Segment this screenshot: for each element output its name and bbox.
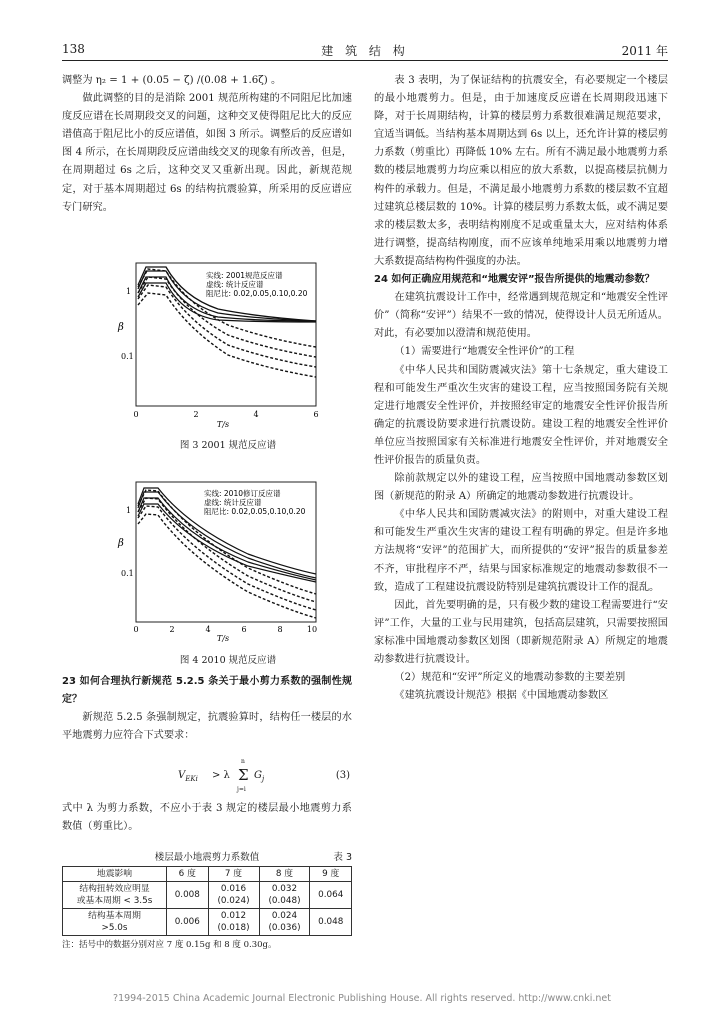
figure-4-caption: 图 4 2010 规范反应谱 [179, 655, 277, 666]
table-cell [63, 909, 167, 936]
x-tick-label: 10 [306, 625, 318, 634]
eq-sum-bottom: j=i [237, 786, 246, 793]
formula-line: 调整为 η₂ = 1 + (0.05 − ζ) /(0.08 + 1.6ζ) 。 [62, 75, 282, 86]
cell-line: >5.0s [101, 923, 128, 933]
paragraph: 在建筑抗震设计工作中，经常遇到规范规定和“地震安全性评价”（简称“安评”）结果不一致的情况，使得设计人员无所适从。对此，有必要加以澄清和规范使用。 [374, 292, 668, 340]
eq-number: (3) [335, 770, 350, 781]
eq-lhs: V [178, 770, 186, 781]
y-axis-label: β [118, 322, 124, 333]
table-note: 注：括号中的数据分别对应 7 度 0.15g 和 8 度 0.30g。 [62, 940, 277, 950]
paragraph: 因此，首先要明确的是，只有极少数的建设工程需要进行“安评”工作，大量的工业与民用建筑，包括高层建筑，只需要按照国家标准中国地震动参数区划图（即新规范附录 A）所规定的地震动参数进行抗震设计。 [374, 599, 668, 665]
x-tick-label: 4 [205, 625, 211, 634]
y-tick-label: 0.1 [121, 352, 134, 361]
header-rule [62, 60, 668, 61]
cell-line: (0.048) [268, 896, 301, 906]
paragraph: 《建筑抗震设计规范》根据《中国地震动参数区 [394, 690, 609, 702]
figure-4 [108, 476, 328, 642]
eq-rhs: G [254, 770, 262, 781]
table-label: 表 3 [333, 852, 352, 863]
cell-line: 结构基本周期 [88, 911, 141, 921]
table-header: 7 度 [208, 867, 259, 882]
equation-3 [178, 758, 352, 793]
cell-line: 0.024 [271, 911, 298, 921]
x-axis-label: T/s [216, 634, 230, 642]
table-row [63, 882, 352, 909]
copyright-footer: ?1994-2015 China Academic Journal Electronic Publishing House. All rights reserved. http://www.cnki.net [113, 993, 611, 1004]
dashed-curve [138, 506, 316, 610]
left-top-text [62, 72, 352, 217]
x-tick-label: 2 [169, 625, 175, 634]
table-header: 6 度 [167, 867, 209, 882]
figure-3 [108, 255, 328, 435]
x-tick-label: 8 [277, 625, 283, 634]
x-tick-label: 6 [313, 410, 319, 419]
paragraph: 式中 λ 为剪力系数，不应小于表 3 规定的楼层最小地震剪力系数值（剪重比）。 [62, 803, 352, 833]
table-3 [62, 866, 352, 936]
paragraph: 《中华人民共和国防震减灾法》第十七条规定，重大建设工程和可能发生严重次生灾害的建设工程，应当按照国务院有关规定进行地震安全性评价，并按照经审定的地震安全性评价报告所确定的抗震设防要求进行抗震设防。建设工程的地震安全性评价单位应当按照国家有关标准进行地震安全性评价，并对地震安全性评价报告的质量负责。 [374, 364, 668, 466]
cell-line: 0.032 [271, 884, 298, 894]
x-tick-label: 2 [193, 410, 199, 419]
page-number: 138 [62, 42, 85, 56]
paragraph: 表 3 表明，为了保证结构的抗震安全，有必要规定一个楼层的最小地震剪力。但是，由于加速度反应谱在长周期段迅速下降，对于长周期结构，计算的楼层剪力系数很难满足规范要求，宜适当调低。当结构基本周期达到 6s 以上，还允许计算的楼层剪力系数（剪重比）再降低 10% 左右。所有不满足最小地震剪力系数的楼层地震剪力均应乘以相应的放大系数，以提高楼层抗侧力构件的承载力。但是，不满足最小地震剪力系数的楼层数不宜超过建筑总楼层数的 10%。计算的楼层剪力系数太低，或不满足要求的楼层数太多，表明结构刚度不足或重量太大，应对结构体系进行调整，提高结构刚度，而不应该单纯地采用乘以地震剪力增大系数提高结构构件强度的办法。 [374, 75, 668, 267]
table-cell: 0.064 [310, 882, 352, 909]
table-row [63, 909, 352, 936]
x-tick-label: 4 [253, 410, 259, 419]
cell-line: (0.018) [217, 923, 250, 933]
table-header: 9 度 [310, 867, 352, 882]
x-tick-label: 0 [133, 625, 139, 634]
legend-entry: 阻尼比: 0.02,0.05,0.10,0.20 [204, 507, 306, 516]
cell-line: (0.036) [268, 923, 301, 933]
legend-entry: 阻尼比: 0.02,0.05,0.10,0.20 [206, 289, 308, 298]
subheading: （1）需要进行“地震安全性评价”的工程 [394, 346, 575, 358]
paragraph: 做此调整的目的是消除 2001 规范所构建的不同阻尼比加速度反应谱在长周期段交叉的问题，这种交叉使得阻尼比大的反应谱值高于阻尼比小的反应谱值，如图 3 所示。调整后的反应谱如图 4 所示，在长周期段反应谱曲线交叉的现象有所改善，但是，在周期超过 6s 之后，这种交叉又重新出现。因此，新规范规定，对于基本周期超过 6s 的结构抗震验算，所采用的反应谱应专门研究。 [62, 93, 352, 213]
legend-entry: 实线: 2001规范反应谱 [206, 271, 283, 280]
page-header [62, 42, 668, 60]
year: 2011 年 [621, 44, 668, 58]
table-cell [63, 882, 167, 909]
question-24-title: 24 如何正确应用规范和“地震安评”报告所提供的地震动参数？ [374, 274, 655, 286]
y-tick-label: 1 [126, 287, 132, 296]
cell-line: 0.016 [220, 884, 247, 894]
table-cell [208, 909, 259, 936]
table-title: 楼层最小地震剪力系数值 [154, 852, 260, 863]
eq-sum: Σ [238, 766, 249, 784]
subheading: （2）规范和“安评”所定义的地震动参数的主要差别 [394, 672, 626, 684]
paragraph: 新规范 5.2.5 条强制规定，抗震验算时，结构任一楼层的水平地震剪力应符合下式要求： [62, 712, 352, 742]
table-cell [259, 909, 310, 936]
eq-lhs-sub: EKi [185, 775, 198, 783]
x-tick-label: 6 [241, 625, 247, 634]
eq-relation: > λ [212, 770, 230, 781]
y-tick-label: 0.1 [121, 569, 134, 578]
dashed-curve [138, 514, 316, 618]
left-bottom-text [62, 673, 352, 745]
journal-title: 建 筑 结 构 [321, 44, 409, 58]
paragraph: 除前款规定以外的建设工程，应当按照中国地震动参数区划图（新规范的附录 A）所确定的地震动参数进行抗震设计。 [374, 473, 668, 503]
table-cell: 0.006 [167, 909, 209, 936]
eq-rhs-sub: j [262, 775, 265, 783]
y-tick-label: 1 [126, 506, 132, 515]
legend-entry: 虚线: 统计反应谱 [206, 280, 264, 289]
table-cell [259, 882, 310, 909]
table-header-row [63, 867, 352, 882]
x-tick-label: 0 [133, 410, 139, 419]
table-cell [208, 882, 259, 909]
table-cell: 0.048 [310, 909, 352, 936]
table-cell: 0.008 [167, 882, 209, 909]
x-axis-label: T/s [216, 420, 230, 429]
right-column [374, 72, 668, 705]
cell-line: 0.012 [220, 911, 247, 921]
cell-line: 或基本周期 < 3.5s [76, 896, 153, 906]
y-axis-label: β [118, 538, 124, 549]
cell-line: (0.024) [217, 896, 250, 906]
question-23-title: 23 如何合理执行新规范 5.2.5 条关于最小剪力系数的强制性规定？ [62, 676, 352, 706]
table-header: 地震影响 [63, 867, 167, 882]
left-bottom-text-2 [62, 800, 352, 836]
cell-line: 结构扭转效应明显 [79, 884, 150, 894]
table-header: 8 度 [259, 867, 310, 882]
paragraph: 《中华人民共和国防震减灾法》的附则中，对重大建设工程和可能发生严重次生灾害的建设工程有明确的界定。但是许多地方法规将“安评”的范围扩大，而所提供的“安评”报告的质量参差不齐，审批程序不严，结果与国家标准规定的地震动参数很不一致，造成了工程建设抗震设防特别是建筑抗震设计工作的混乱。 [374, 509, 668, 593]
legend-entry: 实线: 2010修订反应谱 [204, 489, 281, 498]
eq-sum-top: n [241, 758, 245, 765]
legend-entry: 虚线: 统计反应谱 [204, 498, 262, 507]
figure-3-caption: 图 3 2001 规范反应谱 [179, 440, 277, 451]
